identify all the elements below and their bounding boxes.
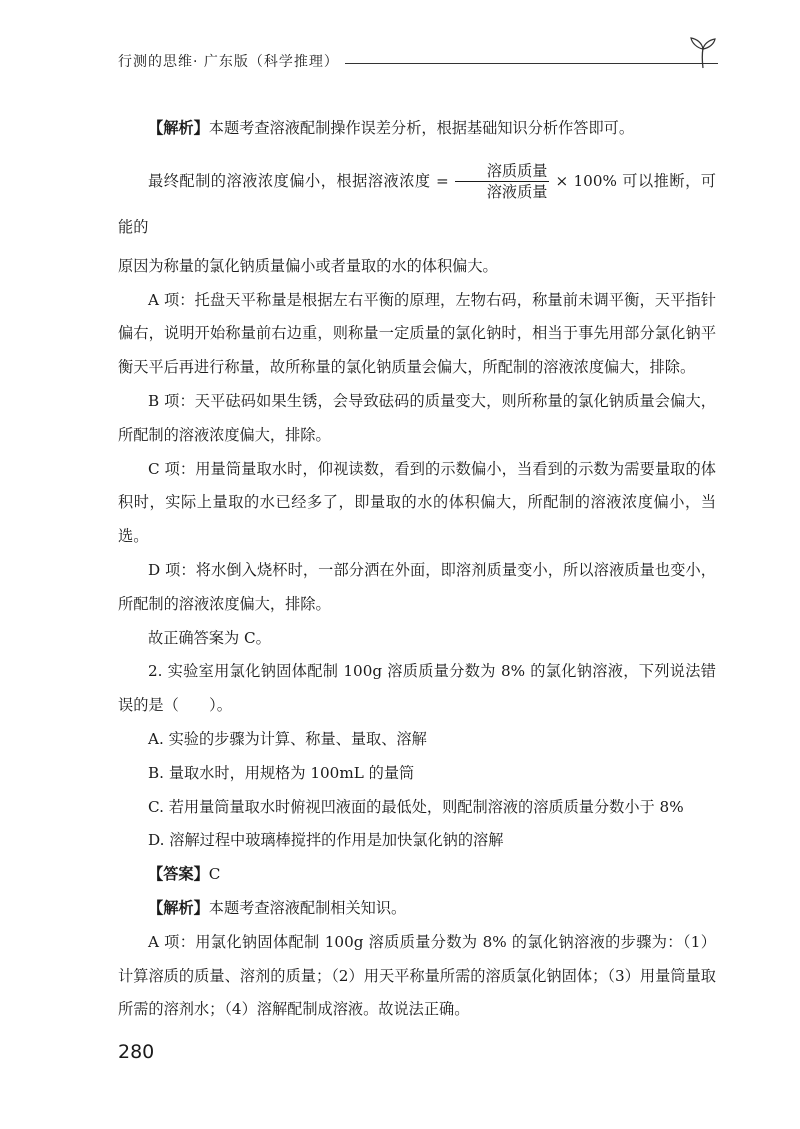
option-d-analysis: D 项：将水倒入烧杯时，一部分洒在外面，即溶剂质量变小，所以溶液质量也变小，所配制的溶液浓度偏大，排除。	[118, 560, 716, 613]
question-2-stem: 2. 实验室用氯化钠固体配制 100g 溶质质量分数为 8% 的氯化钠溶液，下列说法错误的是（ ）。	[118, 662, 716, 715]
page-number: 280	[118, 1041, 155, 1063]
formula-before: 最终配制的溶液浓度偏小，根据溶液浓度 =	[148, 171, 449, 190]
analysis-2-text: 本题考查溶液配制相关知识。	[208, 898, 407, 917]
q2-option-a-analysis: A 项：用氯化钠固体配制 100g 溶质质量分数为 8% 的氯化钠溶液的步骤为：（1）计算溶质的质量、溶剂的质量；（2）用天平称量所需的溶质氯化钠固体；（3）用量筒量取所需的溶剂水；（4）溶解配制成溶液。故说法正确。	[118, 932, 716, 1019]
answer-label: 【答案】	[148, 865, 209, 884]
analysis-label: 【解析】	[148, 119, 209, 137]
answer-value: C	[208, 865, 221, 884]
formula-continuation: 原因为称量的氯化钠质量偏小或者量取的水的体积偏大。	[118, 256, 498, 275]
running-header	[118, 50, 718, 72]
fraction-denominator: 溶液质量	[486, 183, 548, 202]
page-content	[118, 112, 716, 1027]
conclusion: 故正确答案为 C。	[148, 628, 271, 647]
analysis-2	[118, 892, 716, 926]
option-b-analysis: B 项：天平砝码如果生锈，会导致砝码的质量变大，则所称量的氯化钠质量会偏大，所配制的溶液浓度偏大，排除。	[118, 391, 716, 444]
choice-b: B. 量取水时，用规格为 100mL 的量筒	[148, 763, 415, 782]
sprout-icon	[688, 36, 718, 70]
fraction-numerator: 溶质质量	[455, 161, 550, 182]
formula-line	[118, 158, 716, 250]
analysis-paragraph	[118, 112, 716, 146]
choice-a: A. 实验的步骤为计算、称量、量取、溶解	[148, 729, 427, 748]
choice-c: C. 若用量筒量取水时俯视凹液面的最低处，则配制溶液的溶质质量分数小于 8%	[148, 797, 684, 816]
concentration-fraction	[455, 161, 550, 202]
option-a-analysis: A 项：托盘天平称量是根据左右平衡的原理，左物右码，称量前未调平衡，天平指针偏右，说明开始称量前右边重，则称量一定质量的氯化钠时，相当于事先用部分氯化钠平衡天平后再进行称量，故所称量的氯化钠质量会偏大，所配制的溶液浓度偏大，排除。	[118, 290, 716, 377]
answer-line	[118, 858, 716, 892]
option-c-analysis: C 项：用量筒量取水时，仰视读数，看到的示数偏小，当看到的示数为需要量取的体积时，实际上量取的水已经多了，即量取的水的体积偏大，所配制的溶液浓度偏小，当选。	[118, 459, 716, 546]
book-title: 行测的思维· 广东版（科学推理）	[118, 54, 339, 70]
header-rule	[345, 63, 718, 64]
formula-after: × 100% 可以推断，可能的	[118, 171, 716, 236]
choice-d: D. 溶解过程中玻璃棒搅拌的作用是加快氯化钠的溶解	[148, 831, 504, 850]
analysis-text: 本题考查溶液配制操作误差分析，根据基础知识分析作答即可。	[208, 119, 634, 137]
analysis-2-label: 【解析】	[148, 898, 209, 917]
